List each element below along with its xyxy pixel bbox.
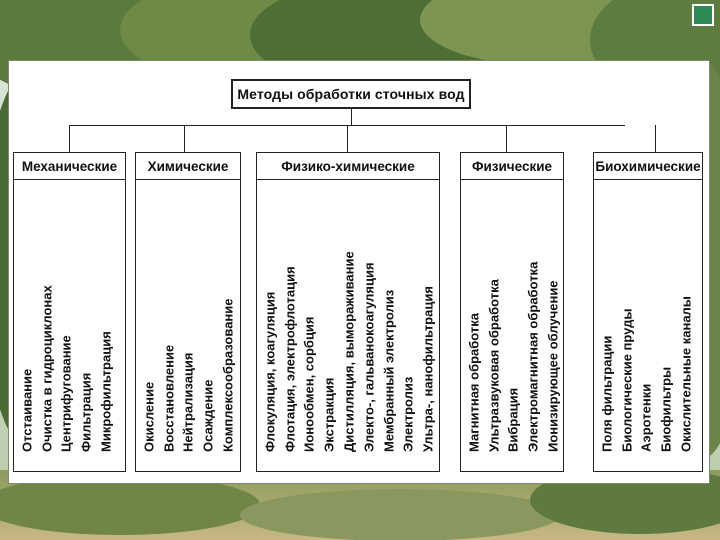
method-item: Флокуляция, коагуляция	[262, 291, 278, 452]
method-item: Биологические пруды	[619, 308, 635, 452]
method-item: Комплексообразование	[220, 298, 236, 452]
category-chemical	[135, 152, 241, 472]
category-title: Физико-химические	[257, 153, 439, 180]
method-item: Ионизирующее облучение	[545, 280, 561, 452]
method-item: Мембранный электролиз	[381, 289, 397, 452]
category-mechanical	[13, 152, 126, 472]
method-item: Отстаивание	[19, 368, 35, 452]
method-item: Восстановление	[161, 344, 177, 452]
category-title: Физические	[461, 153, 563, 180]
method-item: Ультразвуковая обработка	[486, 279, 502, 452]
method-item: Электролиз	[400, 376, 416, 452]
connector-phys	[506, 125, 507, 152]
category-physicochemical	[256, 152, 440, 472]
method-item: Дистилляция, вымораживание	[341, 251, 357, 452]
method-item: Вибрация	[505, 387, 521, 452]
method-item: Окисление	[141, 381, 157, 452]
method-item: Флотация, электрофлотация	[282, 266, 298, 452]
slide-card	[8, 60, 710, 484]
method-item: Магнитная обработка	[466, 312, 482, 452]
method-item: Аэротенки	[638, 383, 654, 452]
connector-physchem	[347, 125, 348, 152]
category-title: Механические	[14, 153, 125, 180]
method-item: Ультра-, нанофильтрация	[420, 286, 436, 452]
diagram-title: Методы обработки сточных вод	[231, 79, 471, 109]
method-item: Микрофильтрация	[98, 331, 114, 452]
method-item: Очистка в гидроциклонах	[39, 285, 55, 452]
category-title: Биохимические	[594, 153, 702, 180]
connector-bio	[655, 125, 656, 152]
method-item: Электо-, гальванокоагуляция	[361, 262, 377, 452]
connector-chem	[184, 125, 185, 152]
method-item: Ионообмен, сорбция	[301, 316, 317, 452]
method-item: Электромагнитная обработка	[525, 261, 541, 452]
category-biochemical	[593, 152, 703, 472]
connector-mech	[69, 125, 70, 152]
method-item: Окислительные каналы	[678, 296, 694, 452]
method-item: Фильтрация	[78, 372, 94, 452]
methods-diagram	[9, 61, 709, 483]
method-item: Поля фильтрации	[599, 335, 615, 452]
category-title: Химические	[136, 153, 240, 180]
method-item: Центрифугование	[58, 335, 74, 452]
title-connector	[351, 109, 352, 125]
method-item: Биофильтры	[658, 366, 674, 452]
method-item: Нейтрализация	[180, 352, 196, 452]
category-physical	[460, 152, 564, 472]
method-item: Экстракция	[321, 377, 337, 452]
leaf-corner-icon	[692, 4, 714, 26]
method-item: Осаждение	[200, 379, 216, 452]
